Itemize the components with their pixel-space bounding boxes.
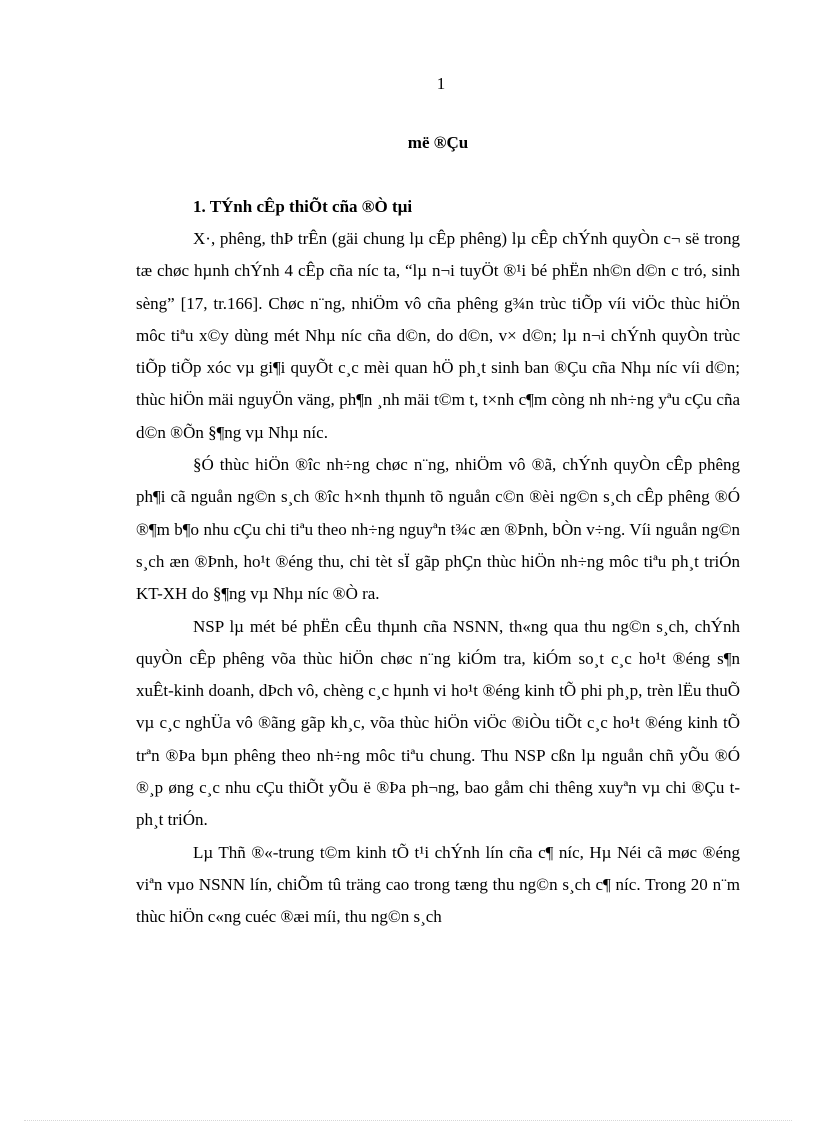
section-heading: 1. TÝnh cÊp thiÕt cña ®Ò tµi <box>193 197 413 216</box>
paragraph-1: X·, phêng, thÞ trÊn (gäi chung lµ cÊp phêng) lµ cÊp chÝnh quyÒn c¬ së trong tæ chøc hµnh chÝnh 4 cÊp cña níc ta, “lµ n¬i tuyÖt ®¹i bé phËn nh©n d©n c tró, sinh sèng” [17, tr.166]. Chøc n¨ng, nhiÖm vô cña phêng g¾n trùc tiÕp víi viÖc thùc hiÖn môc tiªu x©y dùng mét Nhµ níc cña d©n, do d©n, v× d©n; lµ n¬i chÝnh quyÒn trùc tiÕp tiÕp xóc vµ gi¶i quyÕt c¸c mèi quan hÖ ph¸t sinh ban ®Çu cña Nhµ níc víi d©n; thùc hiÖn mäi nguyÖn väng, ph¶n ¸nh mäi t©m t, t×nh c¶m còng nh nh÷ng yªu cÇu cña d©n ®Õn §¶ng vµ Nhµ níc. <box>136 229 740 442</box>
paragraph-4: Lµ Thñ ®«-trung t©m kinh tÕ t¹i chÝnh lín cña c¶ níc, Hµ Néi cã møc ®éng viªn vµo NSNN lín, chiÕm tû träng cao trong tæng thu ng©n s¸ch c¶ níc. Trong 20 n¨m thùc hiÖn c«ng cuéc ®æi míi, thu ng©n s¸ch <box>136 842 740 927</box>
paragraph-2: §Ó thùc hiÖn ®îc nh÷ng chøc n¨ng, nhiÖm vô ®ã, chÝnh quyÒn cÊp phêng ph¶i cã nguån ng©n s¸ch ®îc h×nh thµnh tõ nguån c©n ®èi ng©n s¸ch cÊp phêng ®Ó ®¶m b¶o nhu cÇu chi tiªu theo nh÷ng nguyªn t¾c æn ®Þnh, bÒn v÷ng. Víi nguån ng©n s¸ch æn ®Þnh, ho¹t ®éng thu, chi tèt sÏ gãp phÇn thùc hiÖn nh÷ng môc tiªu ph¸t triÓn KT-XH do §¶ng vµ Nhµ níc ®Ò ra. <box>136 455 740 604</box>
chapter-title: më ®Çu <box>407 133 469 152</box>
page-number: 1 <box>436 74 446 93</box>
paragraph-3: NSP lµ mét bé phËn cÊu thµnh cña NSNN, th«ng qua thu ng©n s¸ch, chÝnh quyÒn cÊp phêng võa thùc hiÖn chøc n¨ng kiÓm tra, kiÓm so¸t c¸c ho¹t ®éng s¶n xuÊt-kinh doanh, dÞch vô, chèng c¸c hµnh vi ho¹t ®éng kinh tÕ phi ph¸p, trèn lËu thuÕ vµ c¸c nghÜa vô ®ãng gãp kh¸c, võa thùc hiÖn viÖc ®iÒu tiÕt c¸c ho¹t ®éng kinh tÕ trªn ®Þa bµn phêng theo nh÷ng môc tiªu chung. Thu NSP cßn lµ nguån chñ yÕu ®Ó ®¸p øng c¸c nhu cÇu thiÕt yÕu ë ®Þa ph¬ng, bao gåm chi thêng xuyªn vµ chi ®Çu t ph¸t triÓn. <box>136 616 740 830</box>
page-bottom-divider <box>24 1120 792 1121</box>
body-text <box>136 223 740 934</box>
